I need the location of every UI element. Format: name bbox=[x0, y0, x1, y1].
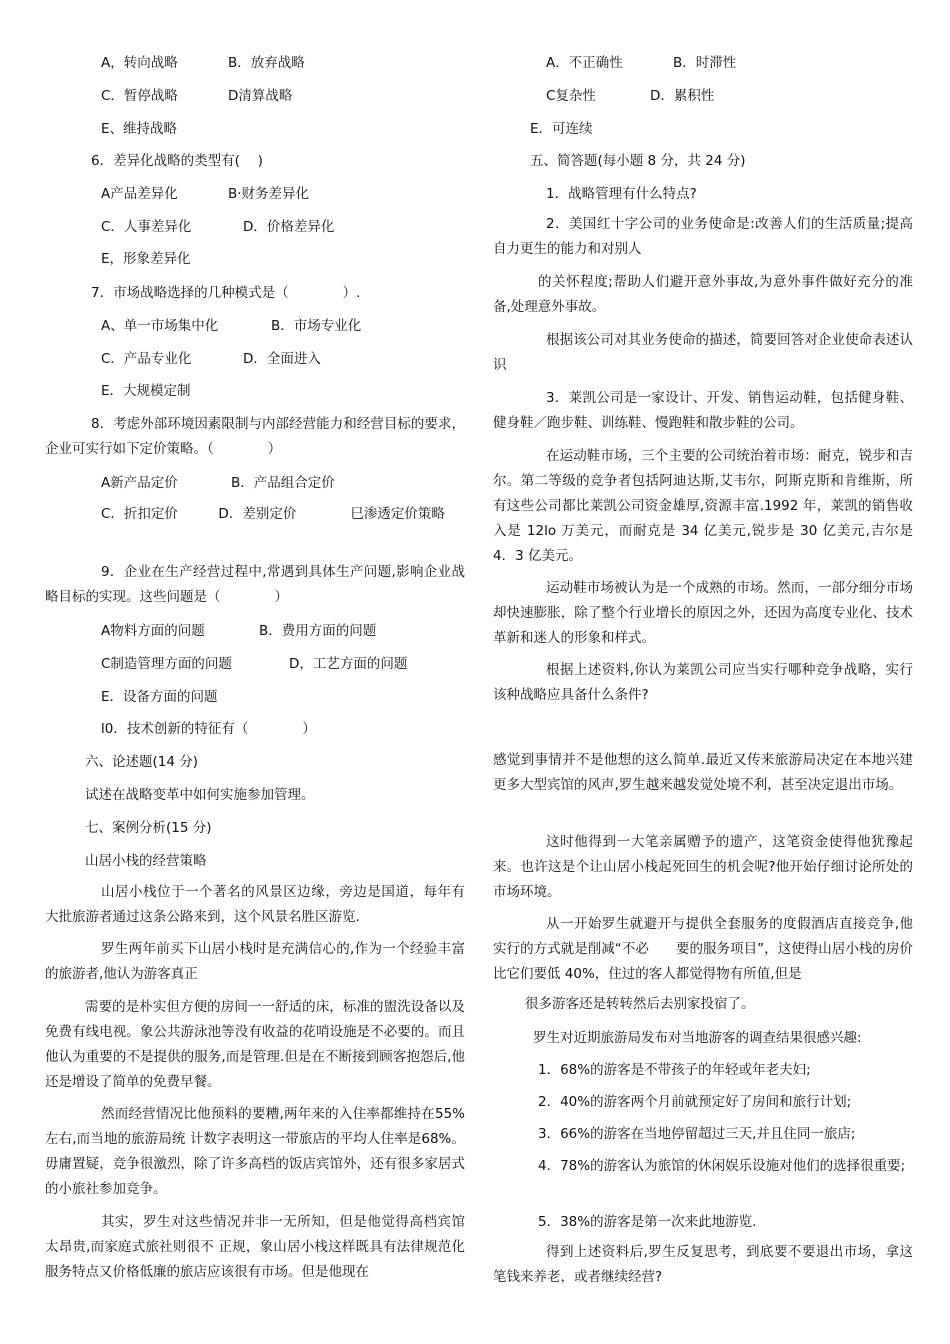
paragraph: 从一开始罗生就避开与提供全套服务的度假酒店直接竞争,他实行的方式就是削减“不必 要的服务项目”，这使得山居小栈的房价比它们要低 40%，住过的客人都觉得物有所值,但是 bbox=[493, 916, 913, 982]
paragraph: 2．40%的游客两个月前就预定好了房间和旅行计划; bbox=[538, 1094, 852, 1110]
text-line: 山居小栈的经营策略 bbox=[85, 853, 207, 869]
paragraph: 需要的是朴实但方便的房间一一舒适的床，标准的盥洗设备以及免费有线电视。象公共游泳池等没有收益的花哨设施是不必要的。而且他认为重要的不是提供的服务,而是管理.但是在不断接到顾客抱怨后,他还是增设了简单的免费早餐。 bbox=[45, 999, 465, 1090]
text-line: B．费用方面的问题 bbox=[259, 623, 377, 639]
text-line: 试述在战略变革中如何实施参加管理。 bbox=[85, 787, 315, 803]
text-line: E．设备方面的问题 bbox=[101, 689, 218, 705]
paragraph: 的关怀程度;帮助人们避开意外事故,为意外事件做好充分的准备,处理意外事故。 bbox=[493, 274, 913, 315]
text-line: B．产品组合定价 bbox=[231, 475, 335, 491]
text-line: 1．战略管理有什么特点? bbox=[546, 186, 697, 202]
paragraph: 这时他得到一大笔亲属赠予的遗产，这笔资金使得他犹豫起来。也许这是个让山居小栈起死回生的机会呢?他开始仔细讨论所处的市场环境。 bbox=[493, 834, 913, 900]
text-line: D．价格差异化 bbox=[243, 219, 335, 235]
paragraph: 山居小栈位于一个著名的风景区边缘，旁边是国道，每年有大批旅游者通过这条公路来到，这个风景名胜区游览. bbox=[45, 884, 465, 925]
text-line: 6．差异化战略的类型有( ) bbox=[91, 153, 263, 169]
text-line: D清算战略 bbox=[228, 88, 293, 104]
text-line: 七、案例分析(15 分) bbox=[85, 820, 212, 836]
text-line: B．时滞性 bbox=[673, 55, 737, 71]
paragraph: 感觉到事情并不是他想的这么简单.最近又传来旅游局决定在本地兴建更多大型宾馆的风声,罗生越来越发觉处境不利，甚至决定退出市场。 bbox=[493, 752, 913, 793]
text-line: C．人事差异化 bbox=[101, 219, 192, 235]
text-line: C．暂停战略 bbox=[101, 88, 178, 104]
text-line: A产品差异化 bbox=[101, 186, 178, 202]
paragraph: 5．38%的游客是第一次来此地游览. bbox=[538, 1214, 757, 1230]
text-line: 五、简答题(每小题 8 分，共 24 分) bbox=[530, 153, 746, 169]
paragraph: C．折扣定价 D．差别定价 巳渗透定价策略 bbox=[101, 506, 445, 522]
text-line: D．全面进入 bbox=[243, 351, 321, 367]
text-line: A新产品定价 bbox=[101, 475, 178, 491]
text-line: D．累积性 bbox=[650, 88, 715, 104]
text-line: E．大规模定制 bbox=[101, 383, 191, 399]
paragraph: 罗生两年前买下山居小栈时是充满信心的,作为一个经验丰富的旅游者,他认为游客真正 bbox=[45, 941, 465, 982]
text-line: E，形象差异化 bbox=[101, 251, 191, 267]
text-line: l0．技术创新的特征有（ ） bbox=[101, 721, 316, 737]
text-line: B·财务差异化 bbox=[228, 186, 310, 202]
text-line: C制造管理方面的问题 bbox=[101, 656, 232, 672]
paragraph: 1．68%的游客是不带孩子的年轻或年老夫妇; bbox=[538, 1062, 811, 1078]
text-line: C复杂性 bbox=[546, 88, 596, 104]
paragraph: 4．78%的游客认为旅馆的休闲娱乐设施对他们的选择很重要; bbox=[538, 1158, 906, 1174]
paragraph: 罗生对近期旅游局发布对当地游客的调查结果很感兴趣: bbox=[533, 1030, 862, 1046]
paragraph: 3．莱凯公司是一家设计、开发、销售运动鞋，包括健身鞋、健身鞋／跑步鞋、训练鞋、慢跑鞋和散步鞋的公司。 bbox=[493, 390, 913, 431]
text-line: A，转向战略 bbox=[101, 55, 178, 71]
paragraph: 根据上述资料,你认为莱凯公司应当实行哪种竞争战略，实行该种战略应具备什么条件? bbox=[493, 662, 913, 703]
paragraph: 然而经营情况比他预料的要糟,两年来的入住率都维持在55%左右,而当地的旅游局统 计数字表明这一带旅店的平均人住率是68%。毋庸置疑，竞争很激烈，除了许多高档的饭店宾馆外，还有很多家居式的小旅社参加竞争。 bbox=[45, 1106, 465, 1197]
text-line: C．产品专业化 bbox=[101, 351, 192, 367]
paragraph: 根据该公司对其业务使命的描述，简要回答对企业使命表述认识 bbox=[493, 332, 913, 373]
text-line: A、单一市场集中化 bbox=[101, 318, 219, 334]
paragraph: 得到上述资料后,罗生反复思考，到底要不要退出市场，拿这笔钱来养老，或者继续经营? bbox=[493, 1244, 913, 1285]
paragraph: 2．美国红十字公司的业务使命是:改善人们的生活质量;提高自力更生的能力和对别人 bbox=[493, 216, 913, 257]
text-line: B．放弃战略 bbox=[228, 55, 305, 71]
text-line: 7．市场战略选择的几种模式是（ ）. bbox=[91, 285, 361, 301]
paragraph: 8．考虑外部环境因素限制与内部经营能力和经营目标的要求，企业可实行如下定价策略。（ ） bbox=[45, 416, 465, 457]
paragraph: 3．66%的游客在当地停留超过三天,并且住同一旅店; bbox=[538, 1126, 856, 1142]
text-line: 六、论述题(14 分) bbox=[85, 754, 199, 770]
paragraph: 很多游客还是转转然后去别家投宿了。 bbox=[525, 996, 755, 1012]
text-line: D，工艺方面的问题 bbox=[289, 656, 408, 672]
paragraph: 在运动鞋市场，三个主要的公司统治着市场：耐克，锐步和吉尔。第二等级的竞争者包括阿迪达斯,艾韦尔，阿斯克斯和肯维斯，所有这些公司都比莱凯公司资金雄厚,资源丰富.1992 年，莱凯的销售收入是 12lo 万美元，而耐克是 34 亿美元,锐步是 30 亿美元,吉尔是 4．3 亿美元。 bbox=[493, 448, 913, 564]
text-line: B．市场专业化 bbox=[271, 318, 362, 334]
paragraph: 9．企业在生产经营过程中,常遇到具体生产问题,影响企业战略目标的实现。这些问题是（ ） bbox=[45, 564, 465, 605]
text-line: E．可连续 bbox=[530, 121, 593, 137]
text-line: A物料方面的问题 bbox=[101, 623, 205, 639]
text-line: A．不正确性 bbox=[546, 55, 623, 71]
paragraph: 运动鞋市场被认为是一个成熟的市场。然而，一部分细分市场却快速膨胀，除了整个行业增长的原因之外，还因为高度专业化、技术革新和迷人的形象和样式。 bbox=[493, 580, 913, 646]
paragraph: 其实，罗生对这些情况并非一无所知，但是他觉得高档宾馆太昂贵,而家庭式旅社则很不 正规，象山居小栈这样既具有法律规范化服务特点又价格低廉的旅店应该很有市场。但是他现在 bbox=[45, 1214, 465, 1280]
text-line: E、维持战略 bbox=[101, 121, 178, 137]
